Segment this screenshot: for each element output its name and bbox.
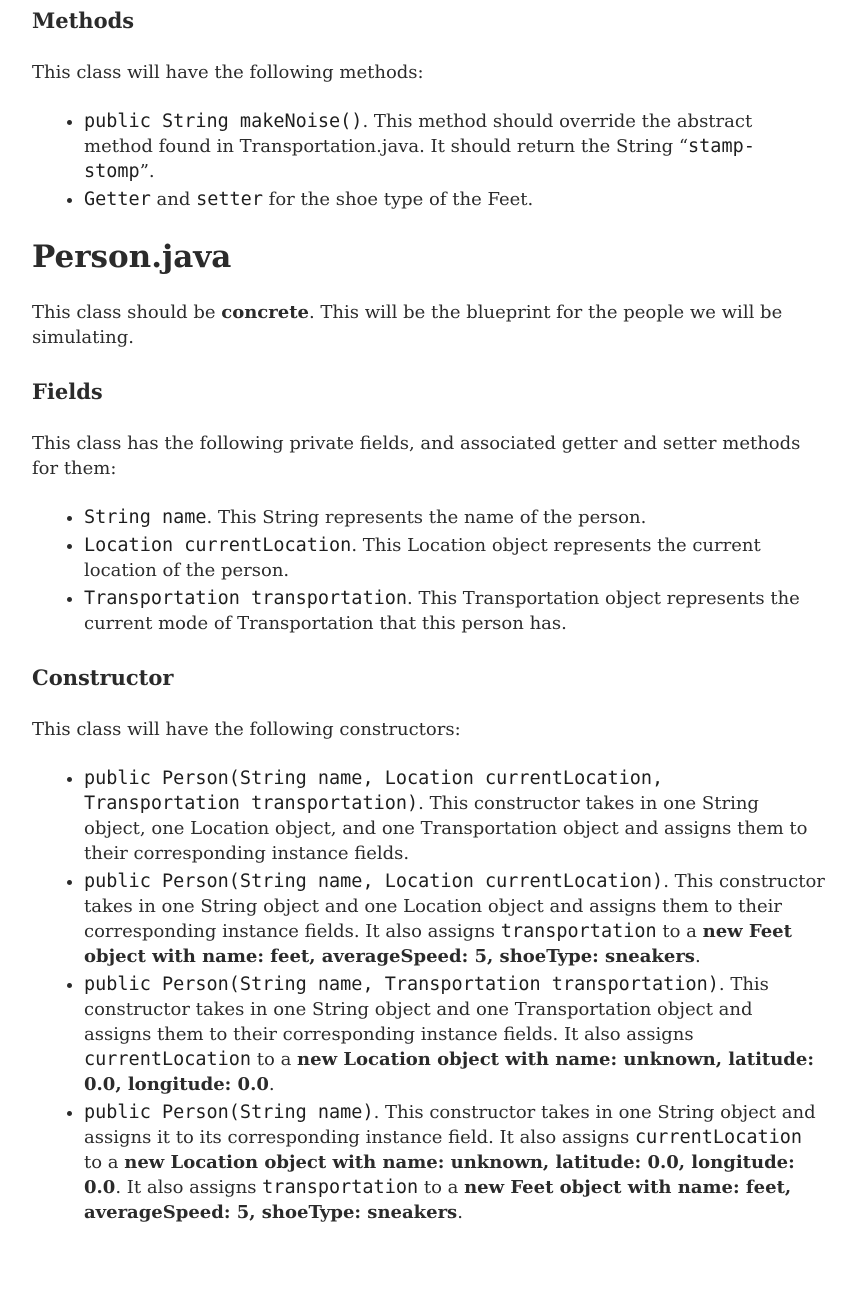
- bold-text: new Location object with name: unknown, latitude: 0.0, longitude: 0.0: [84, 1049, 814, 1095]
- list-item: • String name. This String represents the name of the person.: [84, 505, 825, 530]
- code-span: String name: [84, 507, 207, 528]
- person-intro: This class should be concrete. This will be the blueprint for the people we will be simulating.: [32, 302, 783, 348]
- fields-list: [32, 505, 825, 636]
- bold-text: new Feet object with name: feet, averageSpeed: 5, shoeType: sneakers: [84, 1177, 792, 1223]
- list-item: • public Person(String name, Location currentLocation, Transportation transportation). This constructor takes in one String object, one Location object, and one Transportation object and assigns them to their corresponding instance fields.: [84, 766, 825, 866]
- list-item: • Getter and setter for the shoe type of the Feet.: [84, 187, 825, 212]
- code-span: stamp-stomp: [84, 136, 755, 182]
- code-span: currentLocation: [84, 1049, 252, 1070]
- constructor-intro: This class will have the following constructors:: [32, 719, 461, 740]
- constructor-heading: Constructor: [32, 665, 174, 690]
- list-item: • Transportation transportation. This Transportation object represents the current mode of Transportation that this person has.: [84, 586, 825, 636]
- methods-list: [32, 109, 825, 212]
- bold-text: new Feet object with name: feet, averageSpeed: 5, shoeType: sneakers: [84, 921, 792, 967]
- code-span: public Person(String name, Transportation transportation): [84, 974, 719, 995]
- list-item: • public String makeNoise(). This method should override the abstract method found in Transportation.java. It should return the String “stamp-stomp”.: [84, 109, 825, 184]
- code-span: Getter: [84, 189, 151, 210]
- code-span: currentLocation: [634, 1127, 803, 1148]
- fields-intro: This class has the following private fields, and associated getter and setter methods for them:: [32, 433, 801, 479]
- code-span: public Person(String name, Location currentLocation, Transportation transportation): [84, 768, 664, 814]
- code-span: public Person(String name): [84, 1102, 374, 1123]
- document-page: [0, 7, 851, 1225]
- code-span: public Person(String name, Location currentLocation): [84, 871, 664, 892]
- code-span: transportation: [262, 1177, 419, 1198]
- fields-heading: Fields: [32, 379, 103, 404]
- constructor-list: [32, 766, 825, 1225]
- bold-text: concrete: [221, 302, 309, 323]
- list-item: • Location currentLocation. This Location object represents the current location of the person.: [84, 533, 825, 583]
- list-item: • public Person(String name, Location currentLocation). This constructor takes in one String object and one Location object and assigns them to their corresponding instance fields. It also assigns transportation to a new Feet object with name: feet, averageSpeed: 5, shoeType: sneakers.: [84, 869, 825, 969]
- code-span: Location currentLocation: [84, 535, 352, 556]
- code-span: public String makeNoise(): [84, 111, 363, 132]
- bold-text: new Location object with name: unknown, latitude: 0.0, longitude: 0.0: [84, 1152, 795, 1198]
- list-item: • public Person(String name). This constructor takes in one String object and assigns it to its corresponding instance field. It also assigns currentLocation to a new Location object with name: unknown, latitude: 0.0, longitude: 0.0. It also assigns transportation to a new Feet object with name: feet, averageSpeed: 5, shoeType: sneakers.: [84, 1100, 825, 1225]
- methods-intro: This class will have the following methods:: [32, 62, 424, 83]
- list-item: • public Person(String name, Transportation transportation). This constructor takes in one String object and one Transportation object and assigns them to their corresponding instance fields. It also assigns currentLocation to a new Location object with name: unknown, latitude: 0.0, longitude: 0.0.: [84, 972, 825, 1097]
- code-span: setter: [196, 189, 263, 210]
- code-span: Transportation transportation: [84, 588, 408, 609]
- code-span: transportation: [500, 921, 657, 942]
- methods-heading: Methods: [32, 8, 135, 33]
- page-title: Person.java: [32, 239, 232, 275]
